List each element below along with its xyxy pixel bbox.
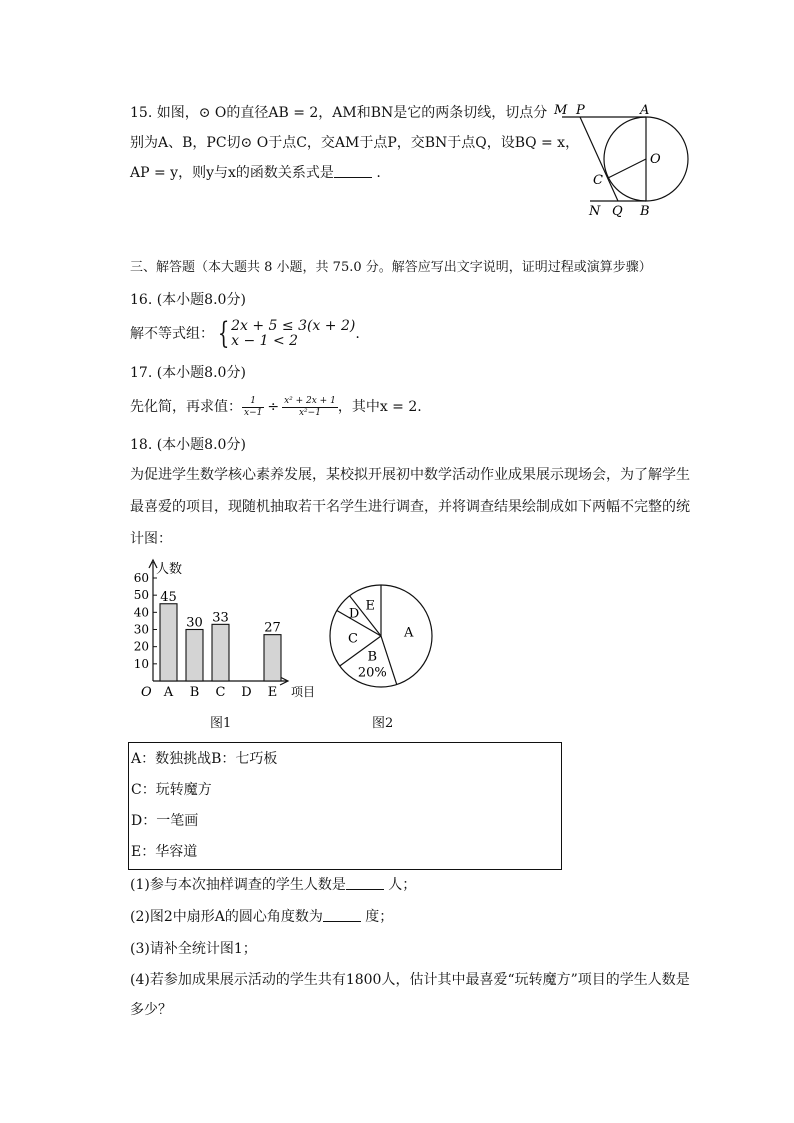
sub1-suffix: 人； <box>383 877 417 893</box>
legend-box <box>128 742 562 870</box>
pie-slice-label: E <box>365 598 375 614</box>
data-label: 33 <box>212 610 229 626</box>
answer-blank <box>323 909 361 922</box>
fraction-1 <box>242 396 264 419</box>
bar <box>212 624 229 681</box>
brace-symbol: { <box>217 316 230 351</box>
pie-slice-label: D <box>348 606 360 622</box>
legend-item-c: C：玩转魔方 <box>131 782 212 798</box>
section3-heading: 三、解答题（本大题共 8 小题，共 75.0 分。解答应写出文字说明，证明过程或演算步骤） <box>130 260 652 275</box>
pie-slice-label: A <box>404 625 414 641</box>
fraction-1-numerator: 1 <box>242 396 264 408</box>
x-tick-label: D <box>241 685 252 700</box>
q18-header: 18. (本小题8.0分) <box>130 437 246 453</box>
q16-suffix: . <box>355 326 360 342</box>
label-q: Q <box>612 204 623 219</box>
x-tick-label: E <box>267 685 278 700</box>
label-m: M <box>554 103 568 118</box>
sub-question-3: (3)请补全统计图1； <box>130 941 257 957</box>
q15-line2: 别为A、B，PC切⊙ O于点C，交AM于点P，交BN于点Q，设BQ = x， <box>130 135 580 151</box>
bar <box>264 635 281 681</box>
bar <box>186 630 203 682</box>
pie-slice-percent: 20% <box>357 665 387 681</box>
q15-line3 <box>130 163 381 183</box>
answer-blank <box>346 877 384 890</box>
q16-header: 16. (本小题8.0分) <box>130 292 246 308</box>
fraction-2 <box>282 396 338 419</box>
x-tick-label: C <box>215 685 226 700</box>
data-label: 30 <box>186 615 203 631</box>
sub1-prefix: (1)参与本次抽样调查的学生人数是 <box>130 877 346 893</box>
q17-body <box>130 392 422 422</box>
q17-suffix: ，其中x = 2. <box>337 399 422 415</box>
radius-oc <box>608 159 646 178</box>
y-axis-label: 人数 <box>156 562 183 577</box>
sub-question-2 <box>130 907 393 927</box>
q17-header: 17. (本小题8.0分) <box>130 365 246 381</box>
data-label: 45 <box>160 589 177 605</box>
label-b: B <box>640 204 650 219</box>
label-a: A <box>640 103 650 118</box>
q18-para-line3: 计图： <box>130 531 172 547</box>
figure1-caption: 图1 <box>210 716 232 731</box>
q17-prefix: 先化简，再求值： <box>130 399 242 415</box>
divide-operator: ÷ <box>267 399 280 415</box>
circle-tangent-figure <box>550 98 700 222</box>
answer-blank <box>334 165 372 178</box>
sub-question-1 <box>130 875 416 895</box>
origin-label: O <box>141 685 152 700</box>
bar-chart <box>125 558 330 703</box>
pie-chart <box>326 582 438 692</box>
pie-slice-label: C <box>348 631 358 647</box>
fraction-2-denominator: x²−1 <box>298 407 321 418</box>
pie-slice-label: B <box>367 649 378 665</box>
legend-item-a-b: A：数独挑战B：七巧板 <box>131 751 278 767</box>
label-p: P <box>576 103 585 118</box>
y-tick-label: 10 <box>133 656 149 671</box>
label-c: C <box>593 173 603 188</box>
q15-line3-prefix: AP = y，则y与x的函数关系式是 <box>130 165 334 181</box>
y-tick-label: 50 <box>133 588 149 603</box>
legend-item-e: E：华容道 <box>131 844 198 860</box>
y-tick-label: 60 <box>133 571 149 585</box>
q16-prefix: 解不等式组： <box>130 326 214 342</box>
data-label: 27 <box>264 620 281 636</box>
bar-chart-marks <box>160 590 281 700</box>
x-axis-label: 项目 <box>291 685 316 699</box>
y-tick-label: 30 <box>133 622 149 637</box>
label-o: O <box>650 152 661 167</box>
sub-question-4-line1: (4)若参加成果展示活动的学生共有1800人，估计其中最喜爱“玩转魔方”项目的学生人数是 <box>130 972 690 988</box>
tangent-line-pq <box>580 117 618 201</box>
label-n: N <box>589 204 601 219</box>
y-tick-label: 20 <box>133 639 149 654</box>
fraction-1-denominator: x−1 <box>244 407 263 418</box>
inequality-system <box>231 319 355 349</box>
y-tick-label: 40 <box>133 605 149 620</box>
fraction-2-numerator: x² + 2x + 1 <box>284 395 336 406</box>
bar <box>160 604 177 681</box>
inequality-2: x − 1 < 2 <box>231 333 299 349</box>
q18-para-line2: 最喜爱的项目，现随机抽取若干名学生进行调查，并将调查结果绘制成如下两幅不完整的统 <box>130 499 690 515</box>
q16-body <box>130 318 360 350</box>
q18-para-line1: 为促进学生数学核心素养发展，某校拟开展初中数学活动作业成果展示现场会，为了解学生 <box>130 467 690 483</box>
sub2-prefix: (2)图2中扇形A的圆心角度数为 <box>130 909 323 925</box>
sub-question-4-line2: 多少？ <box>130 1002 172 1018</box>
x-tick-label: B <box>189 685 200 700</box>
q15-line1: 15. 如图，⊙ O的直径AB = 2，AM和BN是它的两条切线，切点分 <box>130 105 548 121</box>
figure2-caption: 图2 <box>372 716 394 731</box>
x-tick-label: A <box>163 685 174 700</box>
inequality-1: 2x + 5 ≤ 3(x + 2) <box>231 318 356 334</box>
q15-line3-suffix: . <box>371 165 381 181</box>
legend-item-d: D：一笔画 <box>131 813 199 829</box>
sub2-suffix: 度； <box>360 909 394 925</box>
